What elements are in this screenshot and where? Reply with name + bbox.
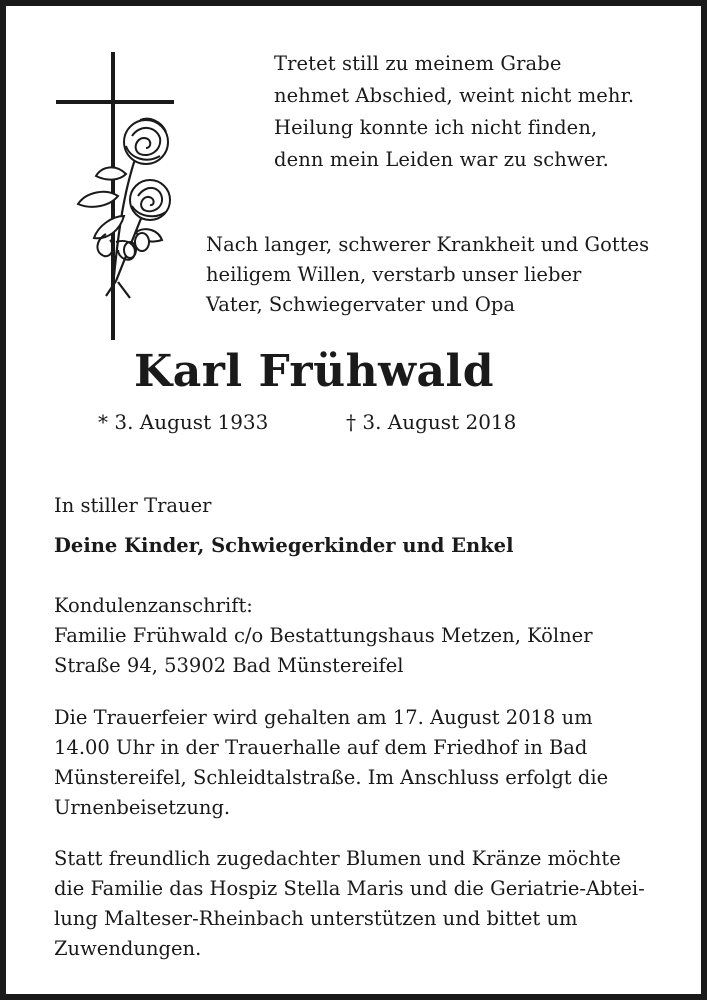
announcement-line: Nach langer, schwerer Krankheit und Gottes <box>206 233 650 256</box>
ceremony-line: Urnenbeisetzung. <box>54 796 231 819</box>
address-line: Familie Frühwald c/o Bestattungshaus Metzen, Kölner <box>54 624 593 647</box>
donation-line: Statt freundlich zugedachter Blumen und Kränze möchte <box>54 847 621 870</box>
ceremony-line: Die Trauerfeier wird gehalten am 17. August 2018 um <box>54 706 593 729</box>
announcement-line: heiligem Willen, verstarb unser lieber <box>206 263 582 286</box>
ceremony-line: Münstereifel, Schleidtalstraße. Im Anschluss erfolgt die <box>54 766 609 789</box>
birth-date: * 3. August 1933 <box>98 410 269 434</box>
announcement-line: Vater, Schwiegervater und Opa <box>206 293 515 316</box>
memorial-verse <box>274 48 634 176</box>
verse-line: Tretet still zu meinem Grabe <box>274 52 562 75</box>
address-line: Kondulenzanschrift: <box>54 594 253 617</box>
ceremony-line: 14.00 Uhr in der Trauerhalle auf dem Friedhof in Bad <box>54 736 588 759</box>
donation-line: lung Malteser-Rheinbach unterstützen und bittet um <box>54 907 578 930</box>
address-line: Straße 94, 53902 Bad Münstereifel <box>54 654 404 677</box>
mourning-family: Deine Kinder, Schwiegerkinder und Enkel <box>54 534 514 557</box>
mourning-intro: In stiller Trauer <box>54 494 212 517</box>
donation-line: Zuwendungen. <box>54 937 202 960</box>
cross-with-roses-icon <box>46 46 196 342</box>
verse-line: nehmet Abschied, weint nicht mehr. <box>274 84 635 107</box>
verse-line: denn mein Leiden war zu schwer. <box>274 148 609 171</box>
funeral-ceremony-info <box>54 703 608 823</box>
donation-line: die Familie das Hospiz Stella Maris und die Geriatrie-Abtei- <box>54 877 645 900</box>
condolence-address <box>54 591 593 681</box>
deceased-name: Karl Frühwald <box>134 346 494 397</box>
donation-request <box>54 844 645 964</box>
death-date: † 3. August 2018 <box>346 410 517 434</box>
death-announcement <box>206 230 649 320</box>
verse-line: Heilung konnte ich nicht finden, <box>274 116 598 139</box>
